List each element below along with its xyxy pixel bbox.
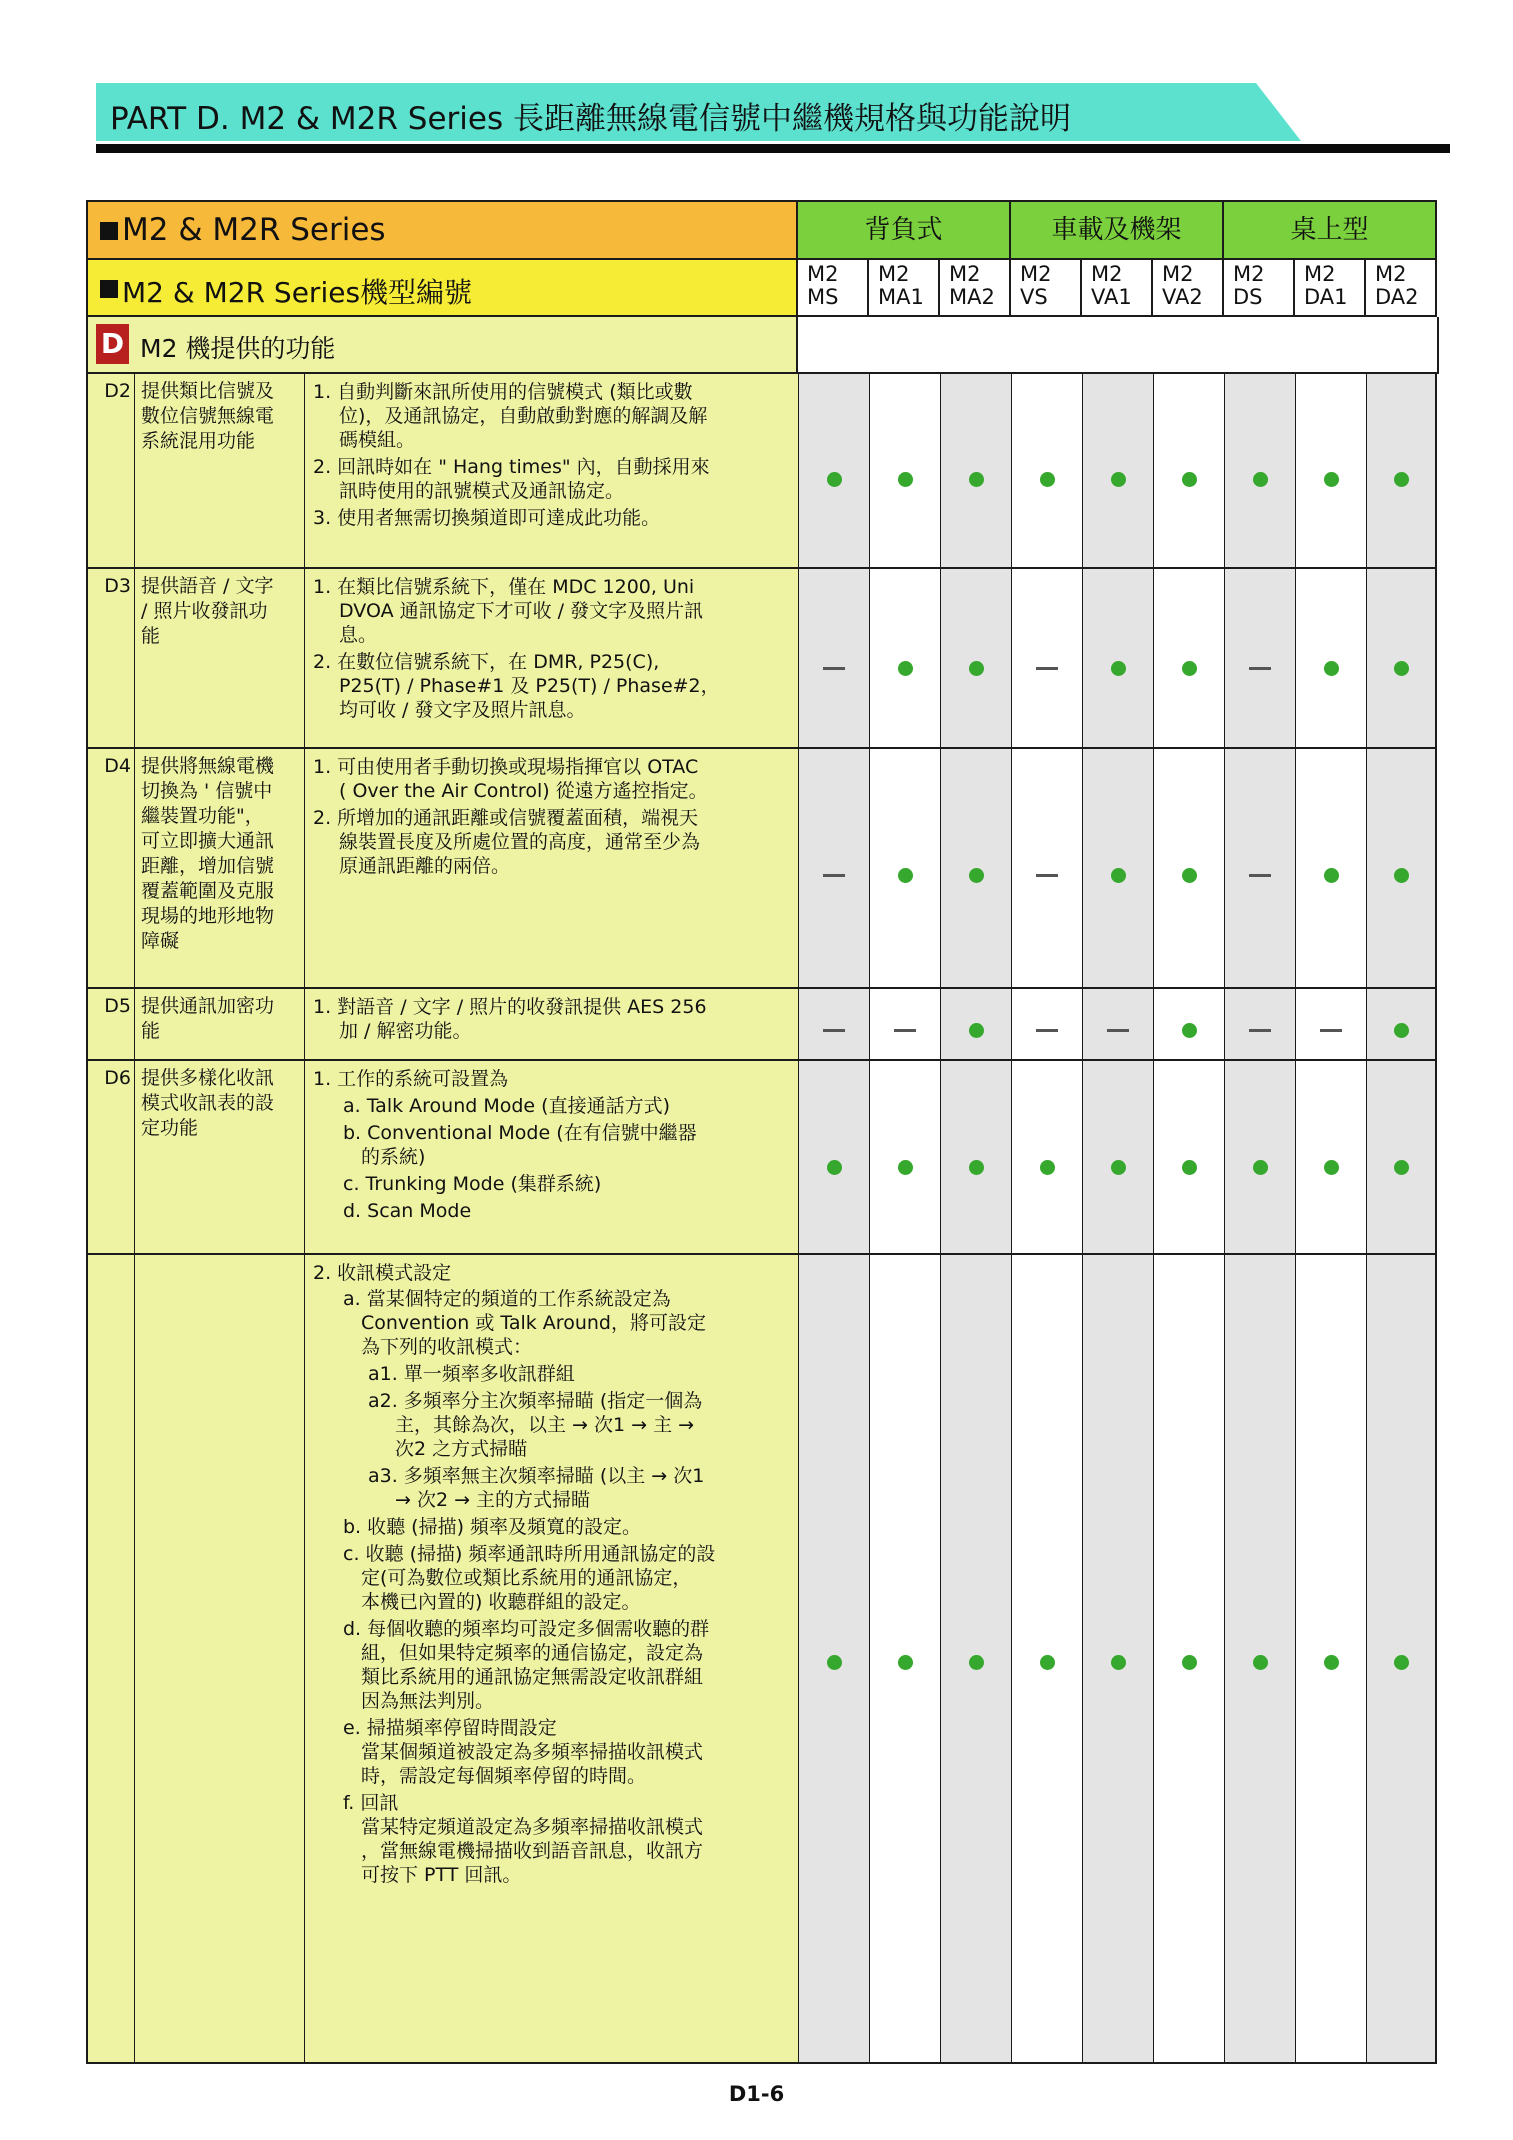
supported-dot-icon [1182,1160,1197,1175]
model-line1: M2 [1162,262,1194,286]
support-cell [798,569,869,749]
supported-dot-icon [1394,472,1409,487]
supported-dot-icon [1253,472,1268,487]
model-line2: VA2 [1162,285,1203,309]
support-cell [1011,1061,1082,1255]
description-item: a2. 多頻率分主次頻率掃瞄 (指定一個為 主，其餘為次，以主 → 次1 → 主 → 次2 之方式掃瞄 [368,1390,703,1460]
support-cell [1011,749,1082,989]
support-cell [1082,989,1153,1061]
support-cell [798,1255,869,2064]
section-title: M2 機提供的功能 [140,334,336,363]
model-line2: MA2 [949,285,995,309]
support-cell [1153,989,1224,1061]
description-item: 1. 工作的系統可設置為 [313,1068,509,1090]
description-item: a. 當某個特定的頻道的工作系統設定為 Convention 或 Talk Around，將可設定 為下列的收訊模式： [343,1288,706,1358]
supported-dot-icon [1111,661,1126,676]
not-supported-dash-icon [823,667,845,670]
support-cell [940,1255,1011,2064]
supported-dot-icon [898,868,913,883]
supported-dot-icon [1253,1160,1268,1175]
model-line1: M2 [878,262,910,286]
description-item: 2. 在數位信號系統下，在 DMR, P25(C), P25(T) / Phase#1 及 P25(T) / Phase#2， 均可收 / 發文字及照片訊息。 [313,651,720,721]
support-cell [1011,989,1082,1061]
not-supported-dash-icon [1249,874,1271,877]
row-description [304,374,798,569]
function-section-header [86,317,798,374]
supported-dot-icon [1111,868,1126,883]
model-header [798,260,869,317]
description-item: e. 掃描頻率停留時間設定 當某個頻道被設定為多頻率掃描收訊模式 時，需設定每個頻率停留的時間。 [343,1717,704,1787]
supported-dot-icon [1324,1655,1339,1670]
model-line2: MA1 [878,285,924,309]
support-cell [1153,749,1224,989]
supported-dot-icon [898,472,913,487]
supported-dot-icon [1394,868,1409,883]
supported-dot-icon [827,1655,842,1670]
support-cell [1366,1061,1437,1255]
supported-dot-icon [1040,472,1055,487]
model-header [1295,260,1366,317]
model-line1: M2 [949,262,981,286]
model-line2: DA1 [1304,285,1348,309]
support-cell [869,989,940,1061]
description-item: a1. 單一頻率多收訊群組 [368,1363,575,1385]
model-number-title: M2 & M2R Series機型編號 [122,276,473,309]
support-cell [1366,1255,1437,2064]
support-cell [798,749,869,989]
header-blank-cell [798,317,1439,374]
support-cell [940,1061,1011,1255]
not-supported-dash-icon [1036,1029,1058,1032]
model-line2: VA1 [1091,285,1132,309]
model-header [1153,260,1224,317]
description-item: c. Trunking Mode (集群系統) [343,1173,602,1195]
model-header [1224,260,1295,317]
not-supported-dash-icon [823,874,845,877]
support-cell [1295,1255,1366,2064]
support-cell [1366,749,1437,989]
row-feature-name: 提供類比信號及 數位信號無線電 系統混用功能 [134,374,304,569]
description-item: 1. 對語音 / 文字 / 照片的收發訊提供 AES 256 加 / 解密功能。 [313,996,707,1042]
row-feature-name: 提供將無線電機 切換為 ' 信號中 繼裝置功能"， 可立即擴大通訊 距離，增加信號 覆蓋範圍及克服 現場的地形地物 障礙 [134,749,304,989]
page-number: D1-6 [728,2082,785,2106]
support-cell [1224,989,1295,1061]
supported-dot-icon [969,661,984,676]
supported-dot-icon [969,1160,984,1175]
support-cell [1295,989,1366,1061]
row-code [86,1255,134,2064]
support-cell [940,749,1011,989]
model-line1: M2 [1020,262,1052,286]
support-cell [869,749,940,989]
description-item: a. Talk Around Mode (直接通話方式) [343,1095,670,1117]
support-cell [1153,1255,1224,2064]
model-number-header [86,260,798,317]
supported-dot-icon [1394,661,1409,676]
support-cell [1011,1255,1082,2064]
row-code: D6 [86,1061,134,1255]
supported-dot-icon [1324,868,1339,883]
support-cell [869,374,940,569]
series-title: M2 & M2R Series [122,212,386,248]
description-item: 1. 在類比信號系統下，僅在 MDC 1200, Uni DVOA 通訊協定下才可收 / 發文字及照片訊 息。 [313,576,704,646]
description-item: a3. 多頻率無主次頻率掃瞄 (以主 → 次1 → 次2 → 主的方式掃瞄 [368,1465,705,1511]
not-supported-dash-icon [894,1029,916,1032]
row-description [304,749,798,989]
support-cell [798,374,869,569]
row-feature-name: 提供多樣化收訊 模式收訊表的設 定功能 [134,1061,304,1255]
support-cell [869,1061,940,1255]
series-header [86,200,798,260]
supported-dot-icon [1324,1160,1339,1175]
model-line1: M2 [1375,262,1407,286]
supported-dot-icon [827,1160,842,1175]
not-supported-dash-icon [1320,1029,1342,1032]
row-description [304,989,798,1061]
supported-dot-icon [898,1655,913,1670]
support-cell [869,569,940,749]
support-cell [1224,1061,1295,1255]
supported-dot-icon [1111,1160,1126,1175]
model-line1: M2 [1304,262,1336,286]
support-cell [798,989,869,1061]
row-description [304,569,798,749]
supported-dot-icon [969,868,984,883]
support-cell [1153,1061,1224,1255]
supported-dot-icon [1324,661,1339,676]
model-header [869,260,940,317]
not-supported-dash-icon [1107,1029,1129,1032]
support-cell [1295,1061,1366,1255]
model-line1: M2 [807,262,839,286]
support-cell [1366,989,1437,1061]
support-cell [1011,374,1082,569]
model-line2: VS [1020,285,1048,309]
model-header [940,260,1011,317]
supported-dot-icon [898,1160,913,1175]
supported-dot-icon [1182,661,1197,676]
model-header [1082,260,1153,317]
support-cell [1082,749,1153,989]
description-item: b. Conventional Mode (在有信號中繼器 的系統) [343,1122,697,1168]
row-code: D4 [86,749,134,989]
support-cell [1153,374,1224,569]
model-line2: DA2 [1375,285,1419,309]
supported-dot-icon [1111,472,1126,487]
model-line1: M2 [1233,262,1265,286]
supported-dot-icon [969,1655,984,1670]
support-cell [1011,569,1082,749]
header-banner [96,83,1301,141]
model-line2: MS [807,285,839,309]
not-supported-dash-icon [1249,1029,1271,1032]
supported-dot-icon [1394,1655,1409,1670]
group-header: 桌上型 [1224,200,1437,260]
support-cell [1295,374,1366,569]
support-cell [798,1061,869,1255]
row-description [304,1255,798,2064]
supported-dot-icon [898,661,913,676]
supported-dot-icon [1182,472,1197,487]
supported-dot-icon [1182,1023,1197,1038]
not-supported-dash-icon [1249,667,1271,670]
model-line1: M2 [1091,262,1123,286]
not-supported-dash-icon [1036,874,1058,877]
model-header [1011,260,1082,317]
group-header: 車載及機架 [1011,200,1224,260]
description-item: d. 每個收聽的頻率均可設定多個需收聽的群 組，但如果特定頻率的通信協定，設定為 類比系統用的通訊協定無需設定收訊群組 因為無法判別。 [343,1618,710,1712]
support-cell [1224,749,1295,989]
support-cell [1082,1255,1153,2064]
supported-dot-icon [1040,1160,1055,1175]
supported-dot-icon [969,472,984,487]
row-code: D3 [86,569,134,749]
description-item: 3. 使用者無需切換頻道即可達成此功能。 [313,507,661,529]
description-item: b. 收聽 (掃描) 頻率及頻寬的設定。 [343,1516,642,1538]
support-cell [1224,374,1295,569]
row-feature-name [134,1255,304,2064]
row-code: D2 [86,374,134,569]
page-title: PART D. M2 & M2R Series 長距離無線電信號中繼機規格與功能說明 [110,101,1071,137]
support-cell [940,569,1011,749]
support-cell [940,989,1011,1061]
supported-dot-icon [1182,1655,1197,1670]
supported-dot-icon [1394,1023,1409,1038]
square-bullet-icon [100,222,118,240]
support-cell [1366,569,1437,749]
supported-dot-icon [969,1023,984,1038]
row-feature-name: 提供語音 / 文字 / 照片收發訊功 能 [134,569,304,749]
support-cell [1082,1061,1153,1255]
supported-dot-icon [1111,1655,1126,1670]
spec-table [86,200,1439,2064]
support-cell [1224,569,1295,749]
support-cell [869,1255,940,2064]
supported-dot-icon [827,472,842,487]
supported-dot-icon [1040,1655,1055,1670]
group-header: 背負式 [798,200,1011,260]
description-item: 2. 收訊模式設定 [313,1262,452,1284]
support-cell [1082,374,1153,569]
row-feature-name: 提供通訊加密功 能 [134,989,304,1061]
not-supported-dash-icon [823,1029,845,1032]
supported-dot-icon [1253,1655,1268,1670]
description-item: 1. 自動判斷來訊所使用的信號模式 (類比或數 位)，及通訊協定，自動啟動對應的解調及解 碼模組。 [313,381,708,451]
not-supported-dash-icon [1036,667,1058,670]
support-cell [1366,374,1437,569]
model-line2: DS [1233,285,1263,309]
description-item: 2. 回訊時如在 " Hang times" 內，自動採用來 訊時使用的訊號模式及通訊協定。 [313,456,710,502]
supported-dot-icon [1394,1160,1409,1175]
square-bullet-icon [100,280,118,298]
support-cell [1295,569,1366,749]
support-cell [1224,1255,1295,2064]
row-description [304,1061,798,1255]
supported-dot-icon [1182,868,1197,883]
description-item: f. 回訊 當某特定頻道設定為多頻率掃描收訊模式 ，當無線電機掃描收到語音訊息，收訊方 可按下 PTT 回訊。 [343,1792,704,1886]
support-cell [940,374,1011,569]
section-badge: D [96,324,129,364]
description-item: 2. 所增加的通訊距離或信號覆蓋面積，端視天 線裝置長度及所處位置的高度，通常至少為 原通訊距離的兩倍。 [313,807,701,877]
supported-dot-icon [1324,472,1339,487]
support-cell [1295,749,1366,989]
header-rule [96,144,1450,153]
description-item: c. 收聽 (掃描) 頻率通訊時所用通訊協定的設 定(可為數位或類比系統用的通訊協定， 本機已內置的) 收聽群組的設定。 [343,1543,716,1613]
support-cell [1082,569,1153,749]
row-code: D5 [86,989,134,1061]
description-item: d. Scan Mode [343,1200,472,1222]
description-item: 1. 可由使用者手動切換或現場指揮官以 OTAC ( Over the Air Control) 從遠方遙控指定。 [313,756,708,802]
model-header [1366,260,1437,317]
support-cell [1153,569,1224,749]
